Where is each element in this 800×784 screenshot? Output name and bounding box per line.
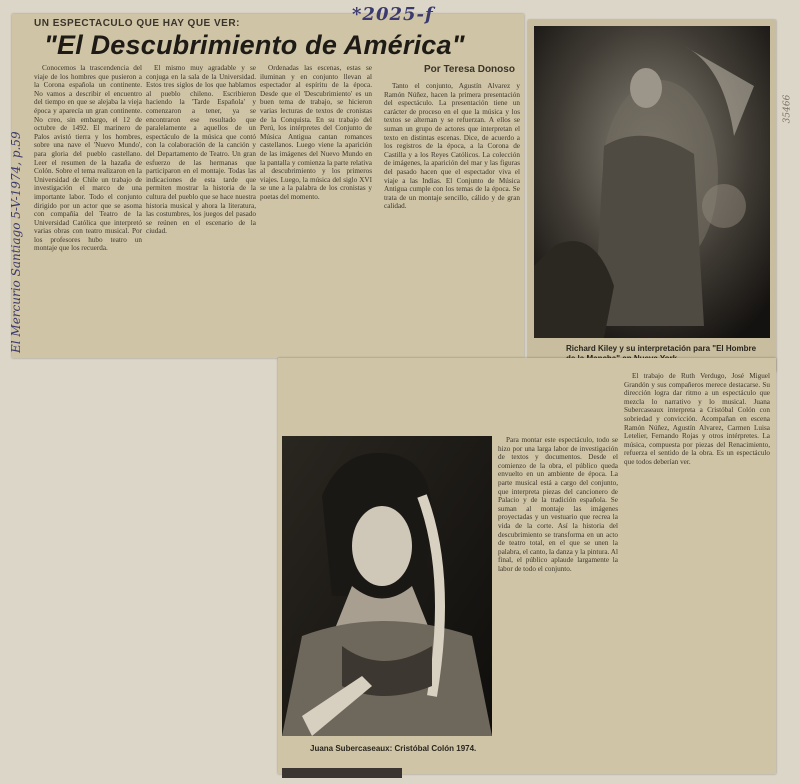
bottom-column-2 bbox=[624, 372, 770, 632]
handwritten-source-note: El Mercurio Santiago 5-V-1974, p.59 bbox=[9, 131, 23, 353]
article-kicker: UN ESPECTACULO QUE HAY QUE VER: bbox=[34, 18, 240, 29]
column-1-text: Conocemos la trascendencia del viaje de los hombres que pusieron a la Corona española un continente. No vamos a describir el encuentro del tiempo en que se alejaba la vieja época y aparecía un gran continente. No creo, sin embargo, el 12 de octubre de 1492. El marinero de Palos avistó tierra y los hombres, sobre una nave el 'Nuevo Mundo', para gloria del pueblo castellano. Leer el resumen de la hazaña de Colón. Sobre el tema realizaron en la Universidad de Chile un trabajo de investigación el marco de una importante labor. Todo el conjunto dirigido por un actor que se asoma con compañía del Teatro de la Universidad Católica que interpretó varias obras con teatro musical. Por los profesores hubo teatro un montaje que los recuerda. bbox=[34, 64, 142, 253]
article-column-2 bbox=[146, 64, 256, 354]
bottom-column-1 bbox=[498, 436, 618, 768]
column-4-text: Tanto el conjunto, Agustín Alvarez y Ramón Núñez, hacen la primera presentación del espectáculo. La presentación tiene un carácter de proceso en el que la música y los textos se alternan y se refuerzan. A ellos se suman un grupo de actores que interpretan el texto en distintas escenas. Dice, de acuerdo a los registros de la época, a la Corona de Castilla y a los Reyes Católicos. La colección de imágenes, la aparición del mar y las figuras del pasado hacen que el espectador viva el viaje a las Indias. El Conjunto de Música Antigua cumple con los temas de la época. Se trata de un montaje sencillo, cálido y de gran calidad. bbox=[384, 82, 520, 211]
stage-photo bbox=[534, 26, 770, 338]
article-headline: "El Descubrimiento de América" bbox=[44, 30, 465, 60]
article-column-3 bbox=[260, 64, 372, 354]
article-column-1 bbox=[34, 64, 142, 354]
column-3-text: Ordenadas las escenas, estas se iluminan y en conjunto llevan al espectador al espíritu de la época. Desde que el 'Descubrimiento' es un buen tema de trabajo, se hicieron varias lecturas de textos de cronistas de la Conquista. En su trabajo del Perú, los intérpretes del Conjunto de Música Antigua cantan romances castellanos. Luego viene la aparición de las imágenes del Nuevo Mundo en la pantalla y comienza la parte relativa al descubrimiento y los primeros viajes. Luego, la música del siglo XVI se une a la palabra de los cronistas y poetas del momento. bbox=[260, 64, 372, 201]
article-byline: Por Teresa Donoso bbox=[424, 64, 515, 75]
article-column-4 bbox=[384, 82, 520, 354]
portrait-photo bbox=[282, 436, 492, 736]
handwritten-margin-number: 35466 bbox=[782, 94, 793, 124]
bottom-photo-caption: Juana Subercaseaux: Cristóbal Colón 1974. bbox=[310, 744, 477, 753]
portrait-photo-image bbox=[282, 436, 492, 736]
top-photo-caption: Richard Kiley y su interpretación para "El Hombre bbox=[566, 344, 757, 353]
handwritten-catalog-number: *2025-f bbox=[352, 4, 434, 25]
column-2-text: El mismo muy agradable y se conjuga en la sala de la Universidad. Estos tres siglos de los que hablamos al pueblo chileno. Escribieron haciendo la 'Tarde Española' y comenzaron a tener, ya se encontraron ese resultado que paralelamente a aquellos de un espectáculo de la música que contó con la colaboración de la canción y del Departamento de Teatro. Un gran esfuerzo de las hermanas que participaron en el montaje. Todas las indicaciones de esta tarde que permiten mostrar la historia de la cultura del pueblo que se hace nuestra historia musical y ahora la literatura, las costumbres, los juegos del pasado se reúnen en el escenario de la ciudad. bbox=[146, 64, 256, 236]
stage-photo-image bbox=[534, 26, 770, 338]
bottom-column-2-text: El trabajo de Ruth Verdugo, José Miguel Grandón y sus compañeros merece destacarse. Su dirección logra dar ritmo a un espectáculo que mezcla lo narrativo y lo musical. Juana Subercaseaux interpreta a Cristóbal Colón con sobriedad y convicción. Acompañan en escena Ramón Núñez, Agustín Alvarez, Carmen Luisa Letelier, Fernando Rojas y otros intérpretes. La música, compuesta por piezas del Renacimiento, refuerza el sentido de la obra. Es un espectáculo que todos deberían ver. bbox=[624, 372, 770, 466]
torn-edge-strip bbox=[282, 768, 402, 778]
bottom-column-1-text: Para montar este espectáculo, todo se hizo por una larga labor de investigación de textos y documentos. Desde el comienzo de la obra, el público queda envuelto en un ambiente de época. La parte musical está a cargo del conjunto, que interpreta piezas del cancionero de Palacio y de la tradición española. Se suman al montaje las imágenes proyectadas y un vestuario que recrea la vida de la corte. Así la historia del descubrimiento se transforma en un acto de teatro total, en el que se unen la palabra, el canto, la danza y la pintura. Al final, el público aplaude largamente la labor de todo el conjunto. bbox=[498, 436, 618, 573]
